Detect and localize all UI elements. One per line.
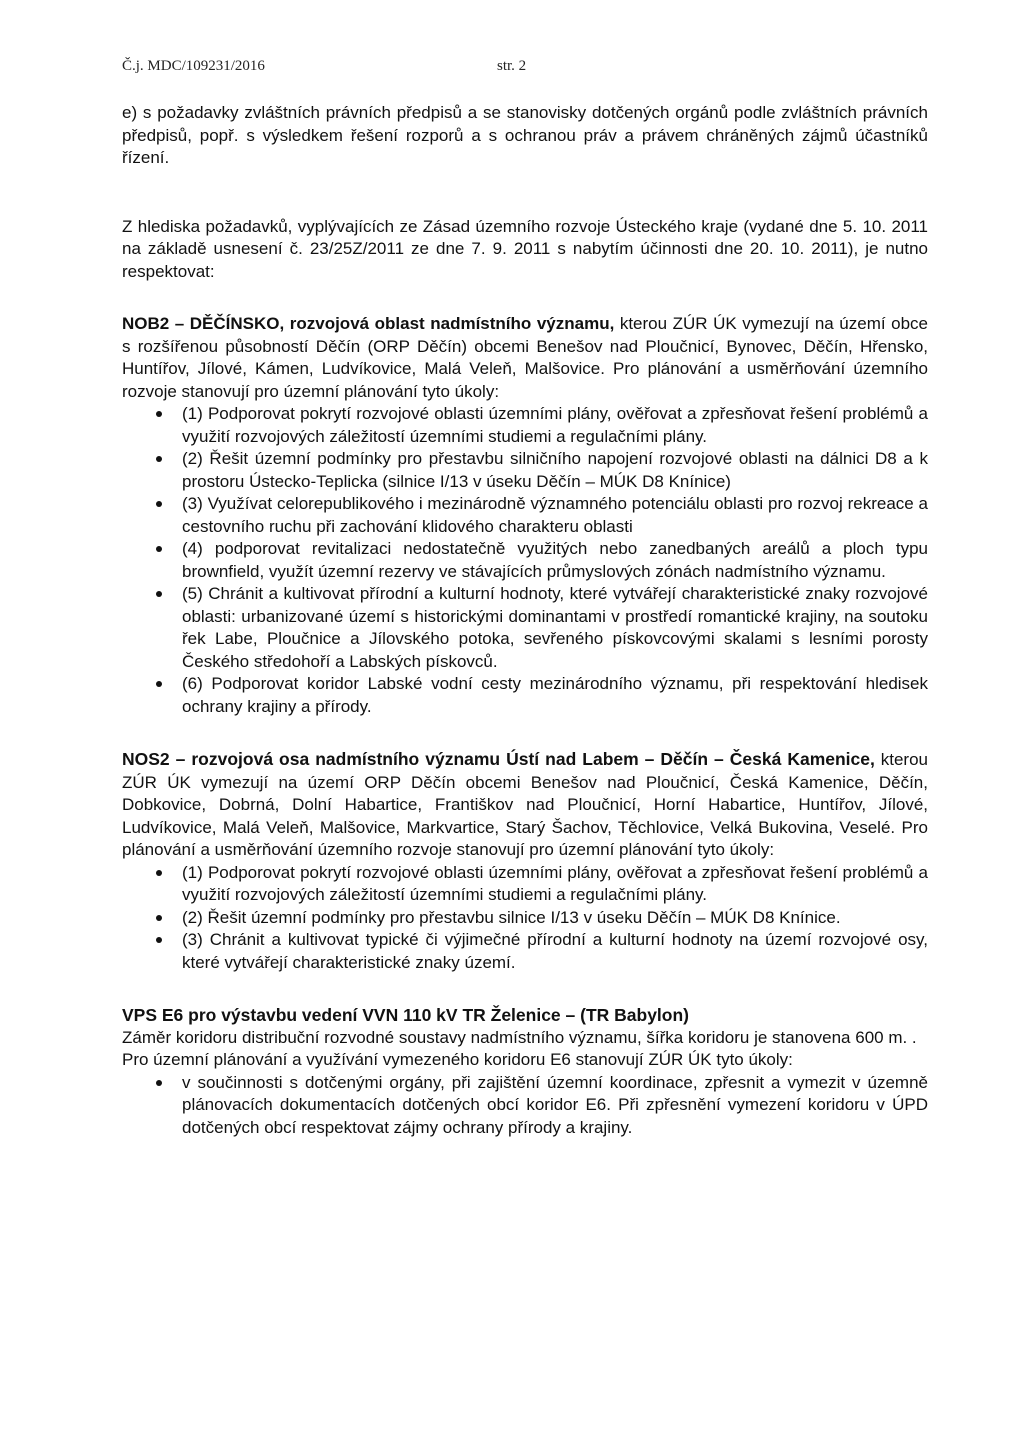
bullet-icon (156, 915, 162, 921)
vps-tasks-intro: Pro územní plánování a využívání vymezeného koridoru E6 stanovují ZÚR ÚK tyto úkoly: (122, 1050, 793, 1069)
list-item: v součinnosti s dotčenými orgány, při zajištění územní koordinace, zpřesnit a vymezit v územně plánovacích dokumentacích dotčených obcí koridor E6. Při zpřesnění vymezení koridoru v ÚPD dotčených obcí respektovat zájmy ochrany přírody a krajiny. (122, 1072, 928, 1140)
bullet-icon (156, 501, 162, 507)
list-item: (4) podporovat revitalizaci nedostatečně využitých nebo zanedbaných areálů a ploch typu brownfield, využít územní rezervy ve stávajících průmyslových zónách nadmístního významu. (122, 538, 928, 583)
reference-number: Č.j. MDC/109231/2016 (122, 58, 265, 74)
bullet-icon (156, 456, 162, 462)
bullet-icon (156, 591, 162, 597)
list-item: (3) Využívat celorepublikového i mezinárodně významného potenciálu oblasti pro rozvoj rekreace a cestovního ruchu při zachování klidového charakteru oblasti (122, 493, 928, 538)
nos2-title: NOS2 – rozvojová osa nadmístního významu Ústí nad Labem – Děčín – Česká Kamenice, (122, 749, 875, 769)
list-item: (3) Chránit a kultivovat typické či výjimečné přírodní a kulturní hodnoty na území rozvojové osy, které vytvářejí charakteristické znaky území. (122, 929, 928, 974)
nos2-task-list (122, 862, 928, 975)
page-header (122, 58, 928, 80)
bullet-icon (156, 546, 162, 552)
vps-task-list (122, 1072, 928, 1140)
list-item: (5) Chránit a kultivovat přírodní a kulturní hodnoty, které vytvářejí charakteristické znaky rozvojové oblasti: urbanizované území s historickými dominantami v prostředí romantické krajiny, na soutoku řek Labe, Ploučnice a Jílovského potoka, sevřeného pískovcovými skalami s lesními porosty Českého středohoří a Labských pískovců. (122, 583, 928, 673)
vps-description: Záměr koridoru distribuční rozvodné soustavy nadmístního významu, šířka koridoru je stanovena 600 m. . (122, 1027, 917, 1047)
list-item: (1) Podporovat pokrytí rozvojové oblasti územními plány, ověřovat a zpřesňovat řešení problémů a využití rozvojových záležitostí územními studiemi a regulačními plány. (122, 403, 928, 448)
nos2-text: kterou ZÚR ÚK vymezují na území ORP Děčín obcemi Benešov nad Ploučnicí, Česká Kamenice, Děčín, Dobkovice, Dobrná, Dolní Habartice, Františkov nad Ploučnicí, Horní Habartice, Huntířov, Jílové, Ludvíkovice, Malá Veleň, Malšovice, Markvartice, Starý Šachov, Těchlovice, Velká Bukovina, Veselé. Pro plánování a usměrňování územního rozvoje stanovují pro územní plánování tyto úkoly: (122, 750, 928, 859)
list-item: (2) Řešit územní podmínky pro přestavbu silničního napojení rozvojové oblasti na dálnici D8 a k prostoru Ústecko-Teplicka (silnice I/13 v úseku Děčín – MÚK D8 Knínice) (122, 448, 928, 493)
nos2-paragraph (122, 748, 928, 862)
page-number: str. 2 (497, 58, 527, 74)
vps-title: VPS E6 pro výstavbu vedení VVN 110 kV TR Želenice – (TR Babylon) (122, 1005, 689, 1025)
nob2-task-list (122, 403, 928, 718)
bullet-icon (156, 937, 162, 943)
nob2-paragraph (122, 313, 928, 403)
list-item: (2) Řešit územní podmínky pro přestavbu silnice I/13 v úseku Děčín – MÚK D8 Knínice. (122, 907, 928, 930)
paragraph-zur: Z hlediska požadavků, vyplývajících ze Zásad územního rozvoje Ústeckého kraje (vydané dne 5. 10. 2011 na základě usnesení č. 23/25Z/2011 ze dne 7. 9. 2011 s nabytím účinnosti dne 20. 10. 2011), je nutno respektovat: (122, 216, 928, 281)
bullet-icon (156, 411, 162, 417)
bullet-icon (156, 870, 162, 876)
document-page (122, 58, 928, 1139)
bullet-icon (156, 1080, 162, 1086)
bullet-icon (156, 681, 162, 687)
list-item: (6) Podporovat koridor Labské vodní cesty mezinárodního významu, při respektování hledisek ochrany krajiny a přírody. (122, 673, 928, 718)
nob2-title: NOB2 – DĚČÍNSKO, rozvojová oblast nadmístního významu, (122, 314, 615, 333)
nob2-text: kterou ZÚR ÚK vymezují na území obce s rozšířenou působností Děčín (ORP Děčín) obcemi Benešov nad Ploučnicí, Bynovec, Děčín, Hřensko, Huntířov, Jílové, Kámen, Ludvíkovice, Malá Veleň, Malšovice. Pro plánování a usměrňování územního rozvoje stanovují pro územní plánování tyto úkoly: (122, 314, 928, 401)
list-item: (1) Podporovat pokrytí rozvojové oblasti územními plány, ověřovat a zpřesňovat řešení problémů a využití rozvojových záležitostí územními studiemi a regulačními plány. (122, 862, 928, 907)
paragraph-e: e) s požadavky zvláštních právních předpisů a se stanovisky dotčených orgánů podle zvláštních právních předpisů, popř. s výsledkem řešení rozporů a s ochranou práv a právem chráněných zájmů účastníků řízení. (122, 103, 928, 167)
